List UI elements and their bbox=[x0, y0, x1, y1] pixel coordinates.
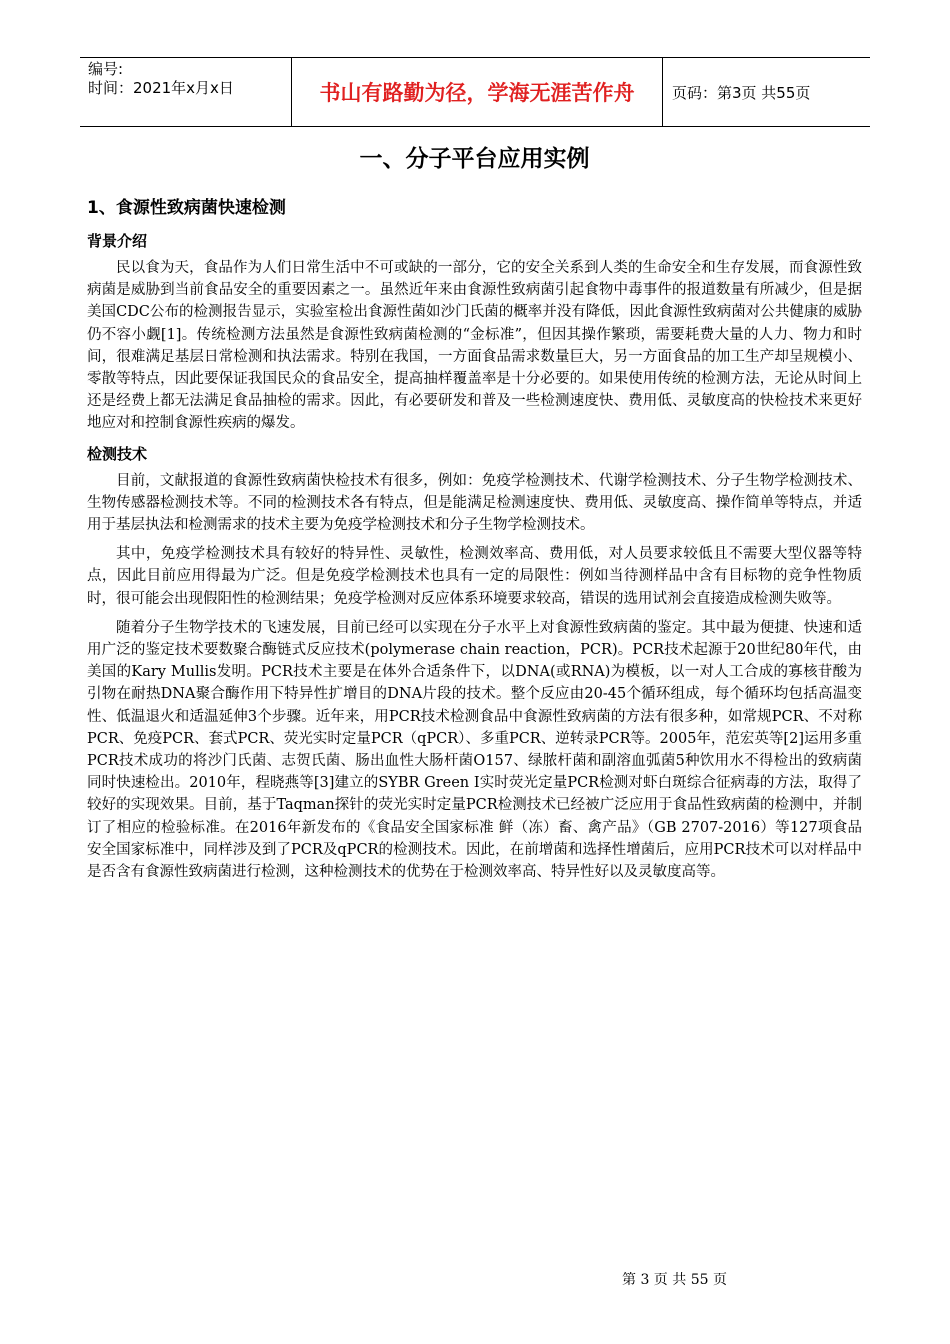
section-heading: 1、食源性致病菌快速检测 bbox=[87, 198, 286, 218]
document-time-label: 时间：2021年x月x日 bbox=[88, 79, 234, 97]
document-body bbox=[87, 143, 862, 890]
paragraph: 其中，免疫学检测技术具有较好的特异性、灵敏性，检测效率高、费用低，对人员要求较低且不需要大型仪器等特点，因此目前应用得最为广泛。但是免疫学检测技术也具有一定的局限性：例如当待测样品中含有目标物的竞争性物质时，很可能会出现假阳性的检测结果；免疫学检测对反应体系环境要求较高，错误的选用试剂会直接造成检测失败等。 bbox=[87, 546, 862, 607]
paragraph: 随着分子生物学技术的飞速发展，目前已经可以实现在分子水平上对食源性致病菌的鉴定。其中最为便捷、快速和适用广泛的鉴定技术要数聚合酶链式反应技术(polymerase chain reaction，PCR)。PCR技术起源于20世纪80年代，由美国的Kary Mullis发明。PCR技术主要是在体外合适条件下，以DNA(或RNA)为模板，以一对人工合成的寡核苷酸为引物在耐热DNA聚合酶作用下特异性扩增目的DNA片段的技术。整个反应由20-45个循环组成，每个循环均包括高温变性、低温退火和适温延伸3个步骤。近年来，用PCR技术检测食品中食源性致病菌的方法有很多种，如常规PCR、不对称PCR、免疫PCR、套式PCR、荧光实时定量PCR（qPCR）、多重PCR、逆转录PCR等。2005年，范宏英等[2]运用多重PCR技术成功的将沙门氏菌、志贺氏菌、肠出血性大肠杆菌O157、绿脓杆菌和副溶血弧菌5种饮用水不得检出的致病菌同时快速检出。2010年，程晓燕等[3]建立的SYBR Green I实时荧光定量PCR检测对虾白斑综合征病毒的方法，取得了较好的实现效果。目前，基于Taqman探针的荧光实时定量PCR检测技术已经被广泛应用于食品性致病菌的检测中，并制订了相应的检验标准。在2016年新发布的《食品安全国家标准 鲜（冻）畜、禽产品》（GB 2707-2016）等127项食品安全国家标准中，同样涉及到了PCR及qPCR的检测技术。因此，在前增菌和选择性增菌后，应用PCR技术可以对样品中是否含有食源性致病菌进行检测，这种检测技术的优势在于检测效率高、特异性好以及灵敏度高等。 bbox=[87, 619, 862, 881]
paragraph: 民以食为天，食品作为人们日常生活中不可或缺的一部分，它的安全关系到人类的生命安全和生存发展，而食源性致病菌是威胁到当前食品安全的重要因素之一。虽然近年来由食源性致病菌引起食物中毒事件的报道数量有所减少，但是据美国CDC公布的检测报告显示，实验室检出食源性菌如沙门氏菌的概率并没有降低，因此食源性致病菌对公共健康的威胁仍不容小觑[1]。传统检测方法虽然是食源性致病菌检测的“金标准”，但因其操作繁琐，需要耗费大量的人力、物力和时间，很难满足基层日常检测和执法需求。特别在我国，一方面食品需求数量巨大，另一方面食品的加工生产却呈规模小、零散等特点，因此要保证我国民众的食品安全，提高抽样覆盖率是十分必要的。如果使用传统的检测方法，无论从时间上还是经费上都无法满足食品抽检的需求。因此，有必要研发和普及一些检测速度快、费用低、灵敏度高的快检技术来更好地应对和控制食源性疾病的爆发。 bbox=[87, 260, 862, 432]
page-header bbox=[80, 57, 870, 127]
paragraph: 目前，文献报道的食源性致病菌快检技术有很多，例如：免疫学检测技术、代谢学检测技术、分子生物学检测技术、生物传感器检测技术等。不同的检测技术各有特点，但是能满足检测速度快、费用低、灵敏度高、操作简单等特点，并适用于基层执法和检测需求的技术主要为免疫学检测技术和分子生物学检测技术。 bbox=[87, 472, 862, 534]
header-page-info: 页码：第3页 共55页 bbox=[672, 83, 811, 102]
header-meta bbox=[80, 58, 291, 126]
subsection-heading-technology: 检测技术 bbox=[87, 444, 148, 463]
document-number-label: 编号: bbox=[88, 60, 124, 78]
page-title: 一、分子平台应用实例 bbox=[359, 146, 590, 172]
header-motto: 书山有路勤为径，学海无涯苦作舟 bbox=[291, 58, 663, 126]
page-footer: 第 3 页 共 55 页 bbox=[622, 1272, 727, 1288]
subsection-heading-background: 背景介绍 bbox=[87, 232, 148, 250]
